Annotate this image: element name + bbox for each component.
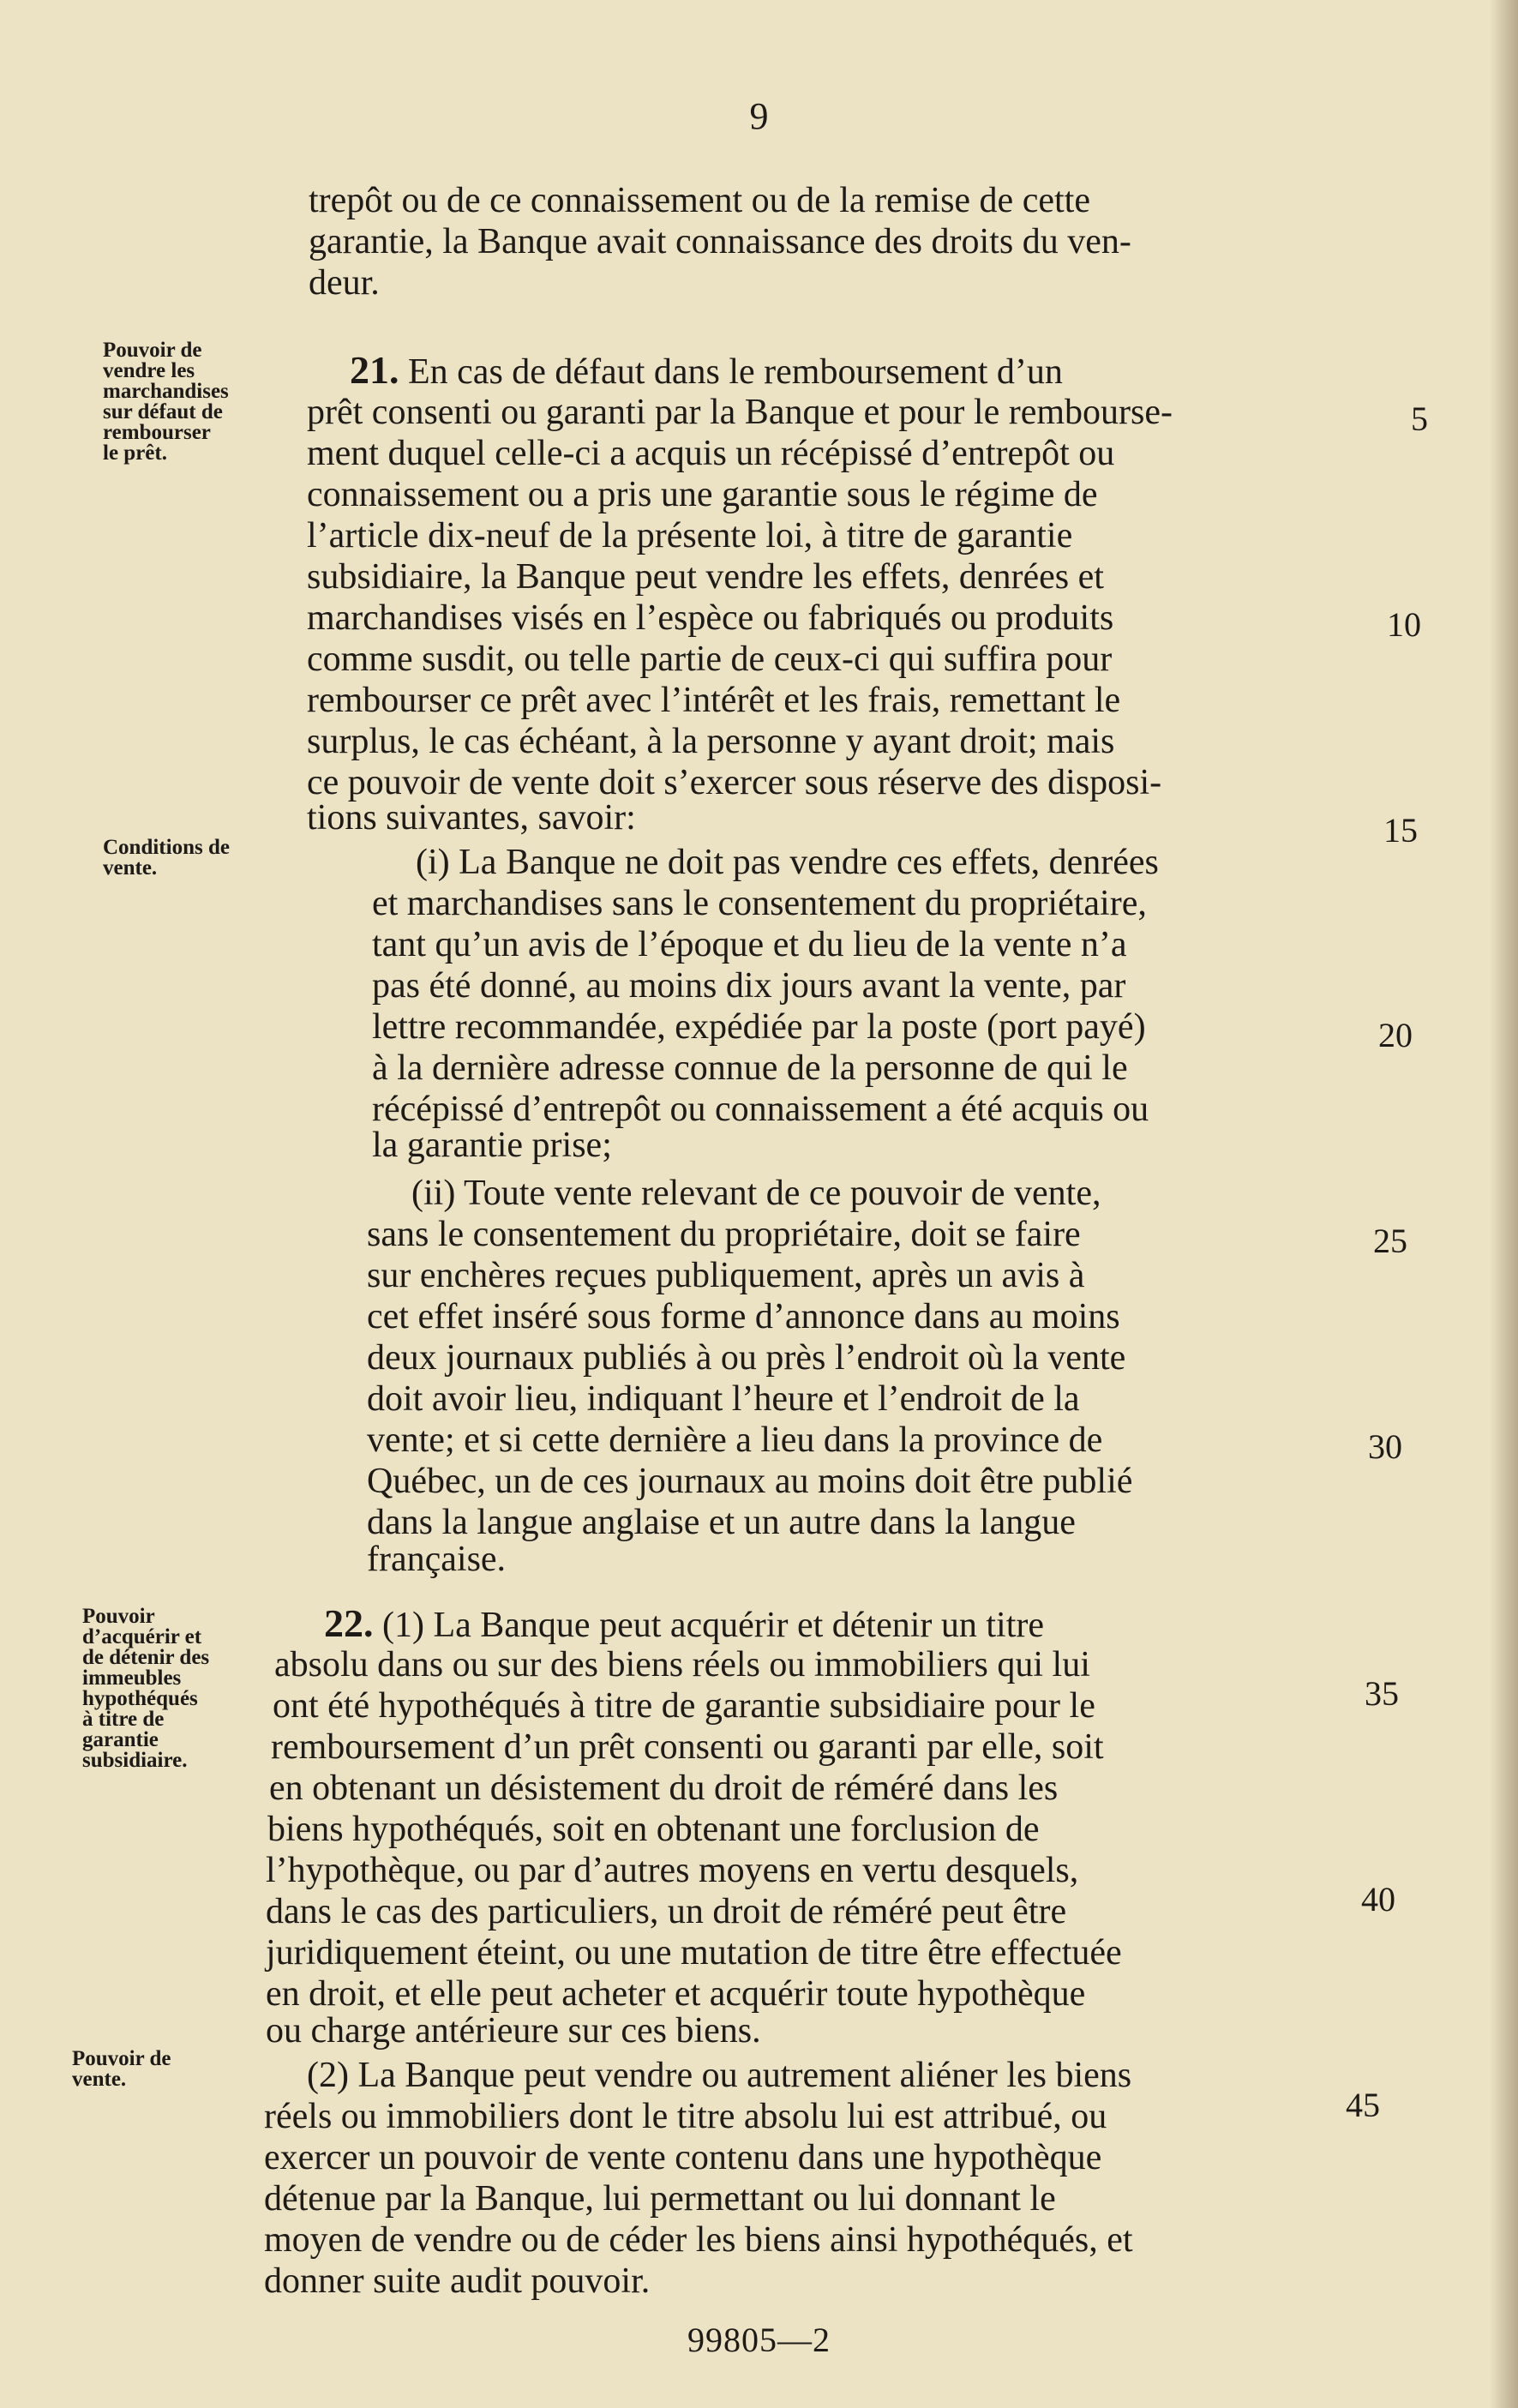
text-line: lettre recommandée, expédiée par la poste (port payé)	[372, 1007, 1146, 1047]
text-line: sur enchères reçues publiquement, après un avis à	[367, 1256, 1085, 1295]
text-line: cet effet inséré sous forme d’annonce dans au moins	[367, 1297, 1120, 1336]
margin-note-s21-title: Pouvoir de vendre les marchandises sur défaut de rembourser le prêt.	[103, 339, 229, 465]
text-line: tions suivantes, savoir:	[307, 798, 636, 838]
text-line: garantie, la Banque avait connaissance des droits du ven-	[309, 222, 1131, 261]
text-line: connaissement ou a pris une garantie sous le régime de	[307, 475, 1098, 514]
text-line: comme susdit, ou telle partie de ceux-ci qui suffira pour	[307, 640, 1113, 679]
text-line: française.	[367, 1540, 507, 1579]
text-line: surplus, le cas échéant, à la personne y ayant droit; mais	[307, 722, 1115, 761]
line-number: 10	[1387, 605, 1421, 644]
text-line: détenue par la Banque, lui permettant ou lui donnant le	[264, 2179, 1056, 2219]
text-line: Québec, un de ces journaux au moins doit être publié	[367, 1462, 1133, 1501]
text-line: ce pouvoir de vente doit s’exercer sous réserve des disposi-	[307, 763, 1162, 802]
text-line: subsidiaire, la Banque peut vendre les effets, denrées et	[307, 557, 1104, 597]
text-line: rembourser ce prêt avec l’intérêt et les frais, remettant le	[307, 681, 1121, 720]
page-number: 9	[749, 95, 769, 137]
text-line: moyen de vendre ou de céder les biens ainsi hypothéqués, et	[264, 2220, 1133, 2260]
text-line: doit avoir lieu, indiquant l’heure et l’endroit de la	[367, 1379, 1080, 1419]
text-line: l’article dix-neuf de la présente loi, à titre de garantie	[307, 516, 1073, 555]
text-line: à la dernière adresse connue de la personne de qui le	[372, 1048, 1128, 1088]
text-line: biens hypothéqués, soit en obtenant une forclusion de	[267, 1810, 1040, 1849]
section-22-heading-line: 22. (1) La Banque peut acquérir et détenir un titre	[324, 1601, 1044, 1645]
line-number: 15	[1383, 811, 1418, 850]
line-number: 40	[1361, 1880, 1395, 1919]
text-line: exercer un pouvoir de vente contenu dans une hypothèque	[264, 2138, 1102, 2177]
text-line: la garantie prise;	[372, 1126, 612, 1165]
line-number: 30	[1368, 1427, 1402, 1466]
section-22-number: 22.	[324, 1601, 374, 1645]
text-line: deux journaux publiés à ou près l’endroit où la vente	[367, 1338, 1126, 1378]
text-line: absolu dans ou sur des biens réels ou immobiliers qui lui	[274, 1645, 1090, 1684]
text-line: sans le consentement du propriétaire, doit se faire	[367, 1215, 1081, 1254]
text-line: ou charge antérieure sur ces biens.	[266, 2011, 761, 2051]
text-line: pas été donné, au moins dix jours avant la vente, par	[372, 966, 1126, 1006]
section-21-heading-line: 21. En cas de défaut dans le remboursement d’un	[350, 348, 1063, 392]
line-number: 20	[1378, 1016, 1413, 1054]
text-line: en obtenant un désistement du droit de réméré dans les	[269, 1768, 1059, 1808]
text-line: deur.	[309, 263, 380, 303]
line-number: 25	[1373, 1222, 1407, 1260]
text-line: (ii) Toute vente relevant de ce pouvoir de vente,	[411, 1174, 1101, 1213]
text-line: donner suite audit pouvoir.	[264, 2261, 651, 2301]
text-line: ont été hypothéqués à titre de garantie subsidiaire pour le	[273, 1686, 1095, 1726]
text-line: vente; et si cette dernière a lieu dans la province de	[367, 1420, 1103, 1460]
text-line: (2) La Banque peut vendre ou autrement aliéner les biens	[307, 2056, 1132, 2095]
text-line: et marchandises sans le consentement du propriétaire,	[372, 884, 1147, 923]
margin-note-s21-conditions: Conditions de vente.	[103, 836, 230, 880]
margin-note-s22-title: Pouvoir d’acquérir et de détenir des immeubles hypothéqués à titre de garantie subsidiaire.	[82, 1605, 210, 1772]
footer-code: 99805—2	[687, 2321, 831, 2359]
text-line: marchandises visés en l’espèce ou fabriqués ou produits	[307, 598, 1114, 638]
line-number: 35	[1365, 1674, 1399, 1713]
text-line: prêt consenti ou garanti par la Banque et pour le rembourse-	[307, 393, 1173, 432]
text-line: récépissé d’entrepôt ou connaissement a été acquis ou	[372, 1090, 1149, 1129]
page-edge-shadow	[1489, 0, 1518, 2408]
text-line: trepôt ou de ce connaissement ou de la remise de cette	[309, 181, 1090, 220]
text-line: ment duquel celle-ci a acquis un récépissé d’entrepôt ou	[307, 434, 1115, 473]
text-line: dans la langue anglaise et un autre dans la langue	[367, 1503, 1076, 1542]
text-line: tant qu’un avis de l’époque et du lieu de la vente n’a	[372, 925, 1127, 964]
text-line: en droit, et elle peut acheter et acquérir toute hypothèque	[266, 1974, 1086, 2014]
text-line: (i) La Banque ne doit pas vendre ces effets, denrées	[416, 843, 1159, 882]
line-number: 45	[1346, 2086, 1380, 2124]
text-line: remboursement d’un prêt consenti ou garanti par elle, soit	[271, 1727, 1104, 1767]
section-21-number: 21.	[350, 348, 399, 392]
text-line: dans le cas des particuliers, un droit de réméré peut être	[266, 1892, 1067, 1931]
margin-note-s22-sale: Pouvoir de vente.	[72, 2047, 171, 2091]
text-line: l’hypothèque, ou par d’autres moyens en vertu desquels,	[266, 1851, 1079, 1890]
line-number: 5	[1411, 399, 1428, 438]
text-line: juridiquement éteint, ou une mutation de titre être effectuée	[266, 1933, 1122, 1973]
text-line: réels ou immobiliers dont le titre absolu lui est attribué, ou	[264, 2097, 1107, 2136]
